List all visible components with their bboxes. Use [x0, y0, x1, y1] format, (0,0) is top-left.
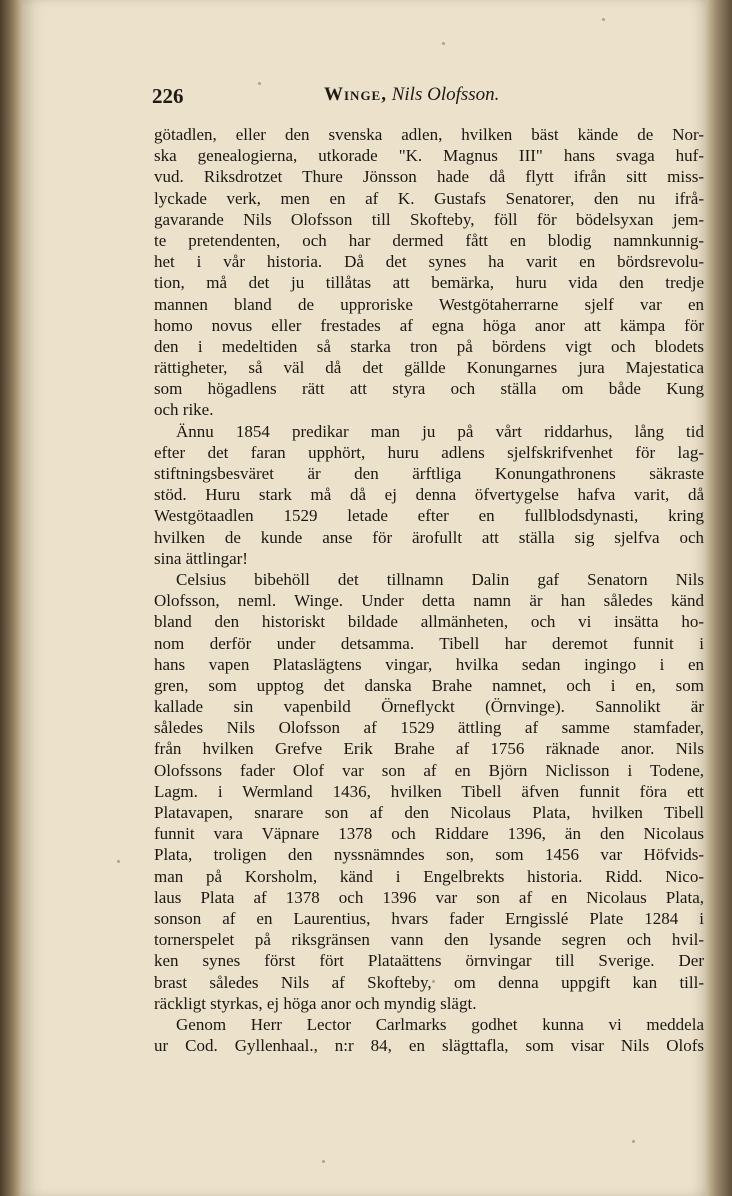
text-line: man på Korsholm, känd i Engelbrekts historia. Ridd. Nico- [154, 866, 704, 886]
text-line: således Nils Olofsson af 1529 ättling af samme stamfader, [154, 718, 704, 738]
text-line: Olofssons fader Olof var son af en Björn Niclisson i Todene, [154, 760, 704, 780]
scan-left-edge [0, 0, 22, 1196]
text-line: efter det faran upphört, huru adlens sjelfskrifvenhet för lag- [154, 442, 704, 462]
running-head-author: Winge, [324, 84, 387, 105]
text-line: stiftningsbesväret är den ärftliga Konungathronens säkraste [154, 464, 704, 483]
text-line: Westgötaadlen 1529 letade efter en fullblodsdynasti, kring [154, 506, 704, 526]
paper-speck [602, 18, 605, 21]
text-line: kallade sin vapenbild Örneflyckt (Örnvinge). Sannolikt är [154, 697, 704, 717]
text-line: gren, som upptog det danska Brahe namnet, och i en, som [154, 675, 704, 695]
text-line: Celsius bibehöll det tillnamn Dalin gaf Senatorn Nils [176, 569, 704, 589]
text-line: vud. Riksdrotzet Thure Jönsson hade då flytt ifrån sitt miss- [154, 167, 704, 187]
text-line: den i medeltiden så starka tron på bördens vigt och blodets [154, 336, 704, 356]
body-text [154, 124, 704, 1056]
page-number: 226 [152, 84, 184, 108]
text-line: te pretendenten, och har dermed fått en blodig namnkunnig- [154, 230, 704, 250]
paper-speck [432, 980, 435, 983]
text-line: ska genealogierna, utkorade "K. Magnus III" hans svaga huf- [154, 146, 704, 166]
text-line: Lagm. i Wermland 1436, hvilken Tibell äfven funnit föra ett [154, 781, 704, 801]
paper-speck [117, 860, 120, 863]
text-line: tornerspelet på riksgränsen vann den lysande segren och hvil- [154, 930, 704, 950]
running-head-title: Nils Olofsson. [391, 84, 500, 105]
text-line: och rike. [154, 400, 214, 420]
text-line: homo novus eller frestades af egna höga anor att kämpa för [154, 315, 704, 335]
text-line: ken synes först fört Plataättens örnvingar till Sverige. Der [154, 951, 704, 971]
text-line: laus Plata af 1378 och 1396 var son af en Nicolaus Plata, [154, 887, 704, 907]
text-line: hans vapen Plataslägtens vingar, hvilka sedan ingingo i en [154, 654, 704, 674]
text-line: Ännu 1854 predikar man ju på vårt riddarhus, lång tid [176, 421, 704, 441]
text-line: Platavapen, snarare son af den Nicolaus Plata, hvilken Tibell [154, 803, 704, 822]
text-line: Plata, troligen den nyssnämndes son, som 1456 var Höfvids- [154, 845, 704, 865]
text-line: gavarande Nils Olofsson till Skofteby, föll för bödelsyxan jem- [154, 209, 704, 229]
text-line: sina ättlingar! [154, 548, 248, 568]
paper-speck [632, 1140, 635, 1143]
page-header [152, 84, 552, 114]
text-line: från hvilken Grefve Erik Brahe af 1756 räknade anor. Nils [154, 739, 704, 759]
text-line: lyckade verk, men en af K. Gustafs Senatorer, den nu ifrå- [154, 188, 704, 208]
paper-speck [258, 82, 261, 85]
text-line: Genom Herr Lector Carlmarks godhet kunna vi meddela [176, 1014, 704, 1034]
scan-right-edge [706, 0, 732, 1196]
running-head [324, 84, 499, 106]
paper-speck [442, 42, 445, 45]
text-line: brast således Nils af Skofteby, om denna uppgift kan till- [154, 972, 704, 992]
text-line: het i vår historia. Då det synes ha varit en bördsrevolu- [154, 252, 704, 272]
text-line: tion, må det ju tillåtas att bemärka, huru vida den tredje [154, 273, 704, 293]
text-line: sonson af en Laurentius, hvars fader Erngisslé Plate 1284 i [154, 908, 704, 928]
text-line: funnit vara Väpnare 1378 och Riddare 1396, än den Nicolaus [154, 824, 704, 844]
paper-speck [322, 1160, 325, 1163]
text-line: hvilken de kunde anse för ärofullt att ställa sig sjelfva och [154, 527, 704, 547]
text-line: Olofsson, neml. Winge. Under detta namn är han således känd [154, 591, 704, 611]
text-line: räckligt styrkas, ej höga anor och myndig slägt. [154, 993, 477, 1013]
text-line: mannen bland de upproriske Westgötaherrarne sjelf var en [154, 294, 704, 314]
text-line: rättigheter, så väl då det gällde Konungarnes jura Majestatica [154, 358, 704, 378]
text-line: götadlen, eller den svenska adlen, hvilken bäst kände de Nor- [154, 125, 704, 144]
text-line: ur Cod. Gyllenhaal., n:r 84, en slägttafla, som visar Nils Olofs [154, 1036, 704, 1056]
text-line: som högadlens rätt att styra och ställa om både Kung [154, 379, 704, 399]
book-page [22, 0, 706, 1196]
text-line: bland den historiskt bildade allmänheten, och vi insätta ho- [154, 612, 704, 632]
text-line: stöd. Huru stark må då ej denna öfvertygelse hafva varit, då [154, 485, 704, 505]
text-line: nom derför under detsamma. Tibell har deremot funnit i [154, 633, 704, 653]
